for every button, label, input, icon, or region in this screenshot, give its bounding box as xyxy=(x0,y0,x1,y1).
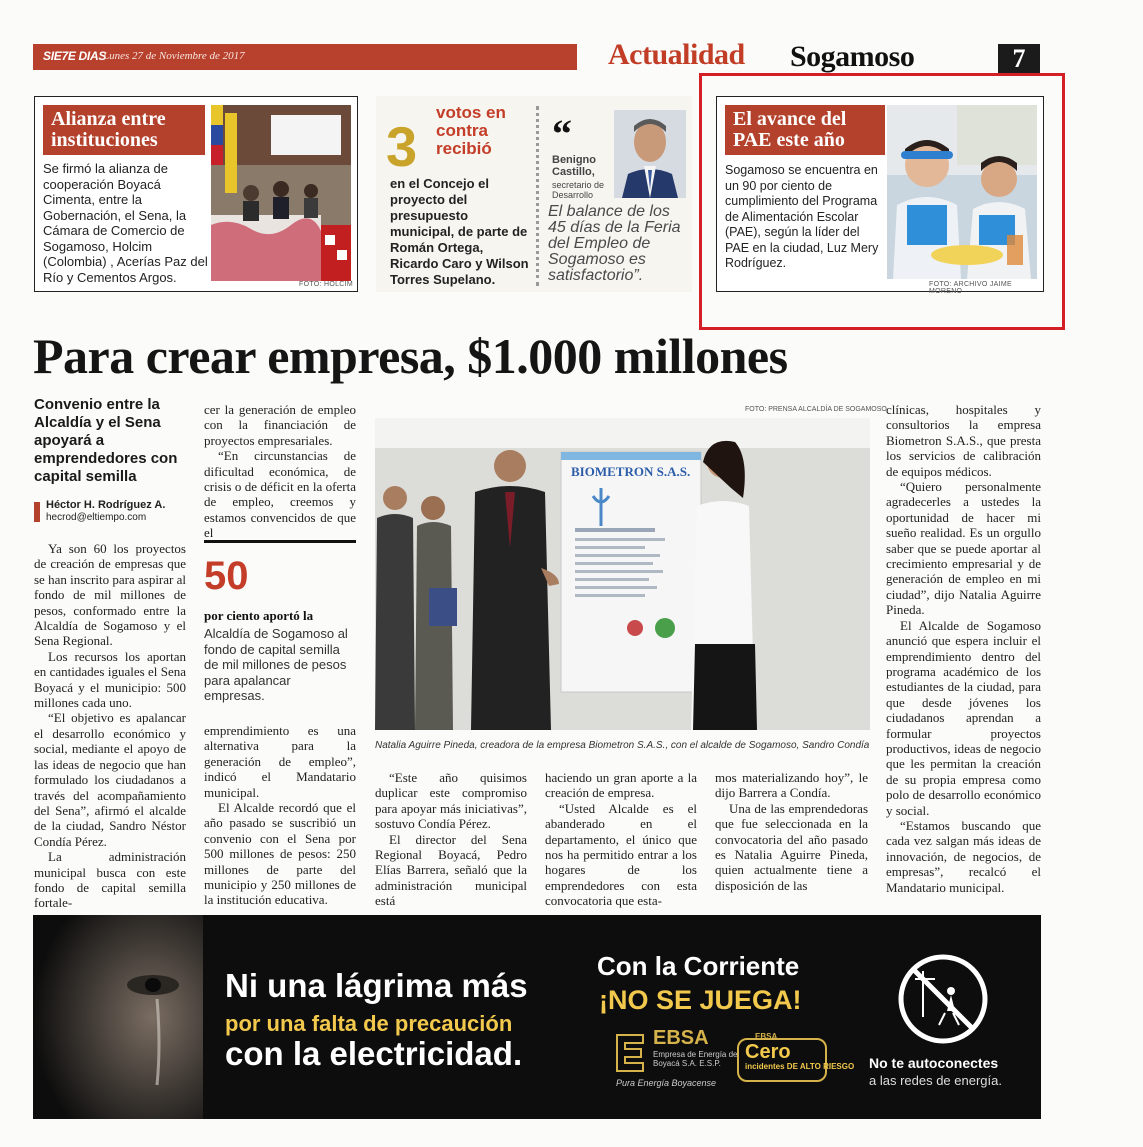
paragraph: clínicas, hospitales y consultorios la empresa Biometron S.A.S., que presta los servicios de calibración de equipos médicos. xyxy=(886,402,1041,479)
alianza-box xyxy=(34,96,358,292)
paragraph: cer la generación de empleo con la financiación de proyectos empresariales. xyxy=(204,402,356,448)
ad-slogan-1: Con la Corriente xyxy=(597,951,800,981)
paragraph: “El objetivo es apalancar el desarrollo económico y social, mediante el apoyo de las ideas de negocio que han formulado los ciudadanos a través del acompañamiento del Sena”, afirmó el alcalde de la ciudad, Sandro Néstor Condía Pérez. xyxy=(34,710,186,849)
ad-slogan-2: ¡NO SE JUEGA! xyxy=(599,985,802,1015)
article-column-2-bottom xyxy=(204,723,356,908)
paragraph: mos materializando hoy”, le dijo Barrera a Condía. xyxy=(715,770,868,801)
pae-title: El avance del PAE este año xyxy=(725,105,885,155)
city-title: Sogamoso xyxy=(790,40,915,73)
stat-lead: por ciento aportó la xyxy=(204,608,314,623)
article-column-4 xyxy=(545,770,697,909)
quote-mark: “ xyxy=(552,111,572,156)
article-headline: Para crear empresa, $1.000 millones xyxy=(33,328,788,384)
paragraph: “Quiero personalmente agradecerles a ustedes la oportunidad de hacer mi sueño realidad. Es un orgullo saber que se puede aportar al crecimiento empresarial y de generación de empleo en mi ciudad”, dijo Natalia Aguirre Pineda. xyxy=(886,479,1041,618)
paragraph: La administración municipal busca con este fondo de capital semilla fortale- xyxy=(34,849,186,911)
cero-title: Cero xyxy=(745,1041,791,1063)
quote-text: El balance de los 45 días de la Feria del Empleo de Sogamoso es satisfactorio”. xyxy=(548,203,681,284)
article-column-1 xyxy=(34,541,186,911)
ad-headline-3: con la electricidad. xyxy=(225,1035,523,1072)
votos-body: en el Concejo el proyecto del presupuesto municipal, de parte de Román Ortega, Ricardo Caro y Wilson Torres Supelano. xyxy=(390,176,529,287)
warning-line-2: a las redes de energía. xyxy=(869,1073,1002,1088)
votos-box xyxy=(376,96,692,292)
ebsa-logo-icon xyxy=(613,1029,649,1073)
paragraph: “En circunstancias de dificultad económica, de crisis o de déficit en la oferta de empleo, creemos y estamos convencidos de que el xyxy=(204,448,356,541)
speaker-name: Benigno Castillo, xyxy=(552,154,596,178)
paragraph: Los recursos los aportan en cantidades iguales el Sena Boyacá y el municipio: 500 millones cada uno. xyxy=(34,648,186,711)
article-column-6 xyxy=(886,402,1041,895)
paragraph: “Usted Alcalde es el abanderado en el departamento, el único que nos ha permitido entrar a los hogares de los emprendedores con esta convocatoria que esta- xyxy=(545,800,697,909)
no-connection-icon xyxy=(895,951,991,1047)
ebsa-tagline: Pura Energía Boyacense xyxy=(616,1078,717,1088)
paragraph: El Alcalde recordó que el año pasado se suscribió un convenio con el Sena por 500 millones de pesos: 250 millones de parte del municipio y 250 millones de la institución educativa. xyxy=(204,800,356,908)
article-photo-caption: Natalia Aguirre Pineda, creadora de la empresa Biometron S.A.S., con el alcalde de Sogamoso, Sandro Condía xyxy=(375,740,870,751)
alianza-title: Alianza entre instituciones xyxy=(43,105,205,155)
paragraph: Una de las emprendedoras que fue seleccionada en la convocatoria del año pasado es Natalia Aguirre Pineda, quien actualmente tiene a disposición de las xyxy=(715,800,868,893)
article-column-3 xyxy=(375,770,527,909)
page-number: 7 xyxy=(998,44,1040,74)
alianza-photo-credit: FOTO: HOLCIM xyxy=(299,281,354,288)
paragraph: “Este año quisimos duplicar este compromiso para apoyar más iniciativas”, sostuvo Condía Pérez. xyxy=(375,770,527,832)
column-divider xyxy=(536,106,539,286)
votos-highlight: votos en contra recibió xyxy=(436,103,506,158)
alianza-body: Se firmó la alianza de cooperación Boyacá Cimenta, entre la Gobernación, el Sena, la Cámara de Comercio de Sogamoso, Holcim (Colombia) , Acerías Paz del Río y Cementos Argos. xyxy=(43,161,208,285)
pae-photo-credit: FOTO: ARCHIVO JAIME MORENO xyxy=(929,281,1012,295)
paragraph: El Alcalde de Sogamoso anunció que espera incluir el emprendimiento dentro del programa académico de los estudiantes de la ciudad, para que desde jóvenes los ciudadanos aprendan a formular proyectos productivos, ideas de negocio que les permitan la creación de su propia empresa como polo de desarrollo económico y social. xyxy=(886,617,1041,818)
banner-title: BIOMETRON S.A.S. xyxy=(571,464,691,479)
warning-line-1: No te autoconectes xyxy=(869,1055,999,1071)
article-author: Héctor H. Rodríguez A. xyxy=(46,499,166,511)
article-column-5 xyxy=(715,770,868,893)
author-email: hecrod@eltiempo.com xyxy=(46,512,147,523)
article-photo xyxy=(375,418,870,730)
paragraph: emprendimiento es una alternativa para la generación de empleo”, indicó el Mandatario municipal. xyxy=(204,723,356,800)
speaker-portrait xyxy=(614,110,686,198)
paragraph: “Estamos buscando que cada vez salgan más ideas de innovación, de negocios, de empresas”, recalcó el Mandatario municipal. xyxy=(886,817,1041,895)
ad-headline-2: por una falta de precaución xyxy=(225,1011,513,1036)
alianza-photo xyxy=(211,105,351,281)
article-deck: Convenio entre la Alcaldía y el Sena apoyará a emprendedores con capital semilla xyxy=(34,396,178,485)
byline-marker xyxy=(34,502,40,522)
cero-brand: EBSA xyxy=(755,1032,778,1041)
article-photo-credit: FOTO: PRENSA ALCALDÍA DE SOGAMOSO xyxy=(745,406,887,413)
paragraph: El director del Sena Regional Boyacá, Pedro Elías Barrera, señaló que la administración municipal está xyxy=(375,831,527,909)
header-bar xyxy=(33,44,577,70)
ebsa-brand: EBSA xyxy=(653,1027,709,1049)
paragraph: haciendo un gran aporte a la creación de empresa. xyxy=(545,770,697,801)
section-title: Actualidad xyxy=(608,38,745,71)
issue-date: Lunes 27 de Noviembre de 2017 xyxy=(103,50,245,62)
ad-face-image xyxy=(33,915,203,1119)
pae-body: Sogamoso se encuentra en un 90 por ciento de cumplimiento del Programa de Alimentación Escolar (PAE), según la líder del PAE en la ciudad, Luz Mery Rodríguez. xyxy=(725,163,879,270)
ebsa-brand-sub: Empresa de Energía de Boyacá S.A. E.S.P. xyxy=(653,1050,738,1068)
ad-headline-1: Ni una lágrima más xyxy=(225,967,528,1004)
votos-number: 3 xyxy=(386,115,418,178)
speaker-role: secretario de Desarrollo xyxy=(552,180,605,200)
paper-name: SIE7E DIAS xyxy=(43,49,107,63)
stat-body: Alcaldía de Sogamoso al fondo de capital semilla de mil millones de pesos para apalancar empresas. xyxy=(204,626,348,703)
stat-rule xyxy=(204,540,356,543)
paragraph: Ya son 60 los proyectos de creación de empresas que se han inscrito para aspirar al fondo de mil millones de pesos, conformado entre la Alcaldía de Sogamoso y el Sena Regional. xyxy=(34,541,186,649)
cero-subtitle: incidentes DE ALTO RIESGO xyxy=(745,1062,855,1071)
stat-number: 50 xyxy=(204,554,249,598)
advertisement xyxy=(33,915,1041,1119)
article-column-2-top xyxy=(204,402,356,541)
highlight-frame xyxy=(699,73,1065,330)
